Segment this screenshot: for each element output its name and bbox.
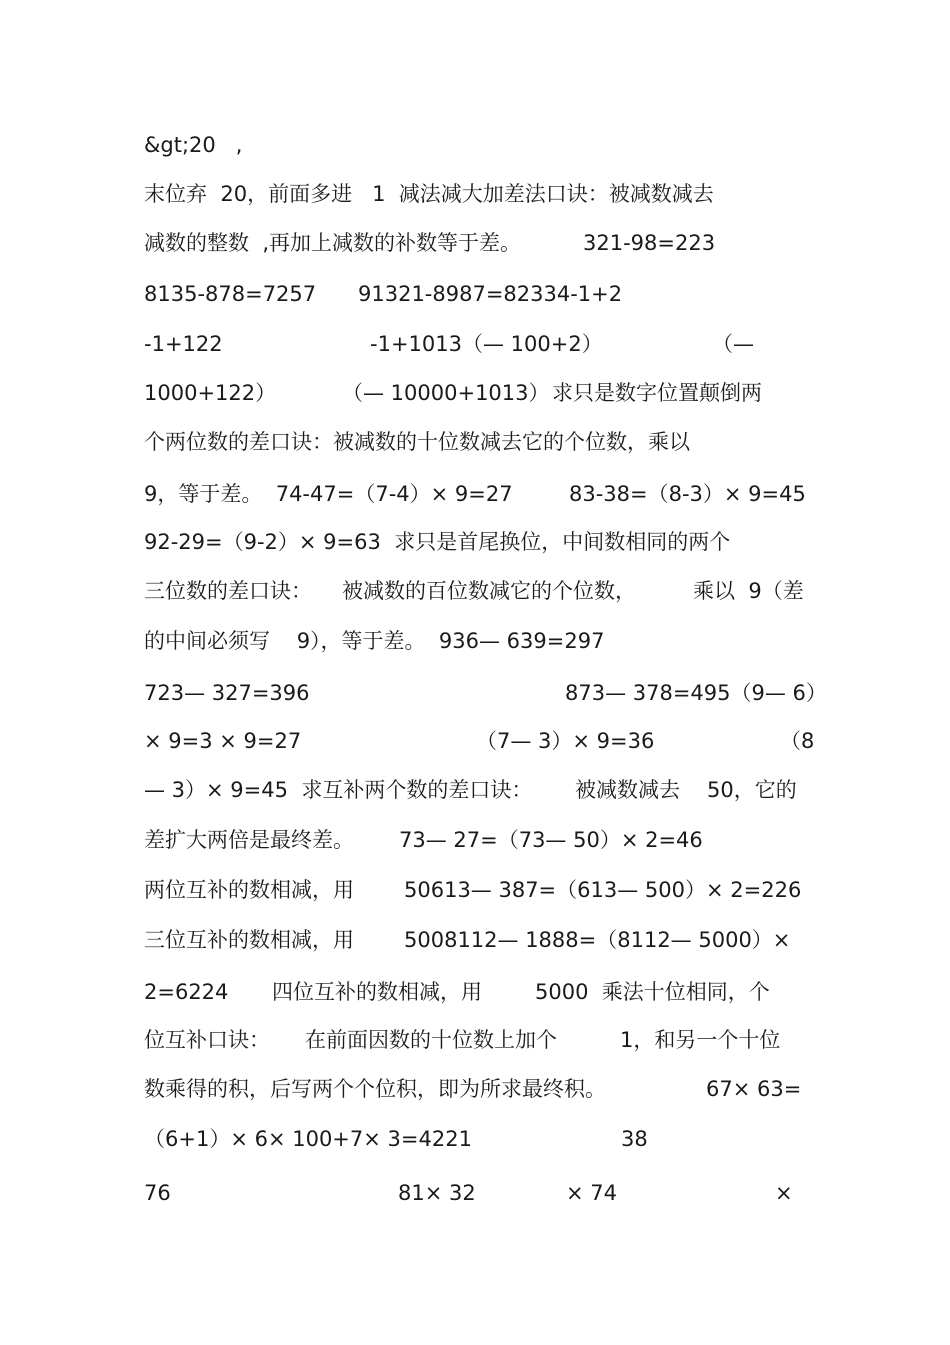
text-line-19 [0,1022,950,1058]
text-segment: （6+1）× 6× 100+7× 3=4221 [144,1127,472,1151]
text-segment: × [775,1181,793,1205]
text-line-8 [0,476,950,512]
text-segment: 被减数的百位数减它的个位数， [342,579,636,603]
text-segment: 数乘得的积，后写两个个位积，即为所求最终积。 [144,1077,606,1101]
text-segment: （— 10000+1013） [342,381,550,405]
text-line-3 [0,225,950,261]
text-segment: 差扩大两倍是最终差。 [144,828,354,852]
text-segment: 9，等于差。 74-47=（7-4）× 9=27 [144,482,513,506]
text-segment: 321-98=223 [583,231,716,255]
text-segment: — 3）× 9=45 求互补两个数的差口诀： [144,778,533,802]
text-segment: 求只是数字位置颠倒两 [552,381,762,405]
text-line-15 [0,822,950,858]
text-line-5 [0,326,950,362]
text-segment: 被减数减去 [575,778,680,802]
text-segment: 873— 378=495（9— 6） [565,681,827,705]
text-segment: 两位互补的数相减，用 [144,878,354,902]
text-line-17 [0,922,950,958]
text-segment: 个两位数的差口诀：被减数的十位数减去它的个位数，乘以 [144,430,690,454]
text-segment: 末位弃 20，前面多进 1 减法减大加差法口诀：被减数减去 [144,182,714,206]
text-line-18 [0,974,950,1010]
text-segment: 在前面因数的十位数上加个 [305,1028,557,1052]
text-segment: 减数的整数 ,再加上减数的补数等于差。 [144,231,522,255]
text-segment: -1+122 [144,332,223,356]
text-line-9 [0,524,950,560]
text-segment: 76 [144,1181,171,1205]
text-segment: 38 [621,1127,648,1151]
text-line-6 [0,375,950,411]
text-line-10 [0,573,950,609]
text-segment: （8 [780,729,815,753]
text-segment: 三位数的差口诀： [144,579,312,603]
text-line-21 [0,1121,950,1157]
text-segment: -1+1013（— 100+2） [370,332,603,356]
text-segment: 5008112— 1888=（8112— 5000）× [404,928,791,952]
text-segment: 四位互补的数相减，用 [272,980,482,1004]
text-line-7 [0,424,950,460]
text-segment: 92-29=（9-2）× 9=63 求只是首尾换位，中间数相同的两个 [144,530,731,554]
text-segment: 乘以 9（差 [693,579,804,603]
text-line-22 [0,1175,950,1211]
text-segment: 50，它的 [707,778,797,802]
text-segment: 2=6224 [144,980,229,1004]
text-segment: 91321-8987=82334-1+2 [358,282,623,306]
text-segment: 三位互补的数相减，用 [144,928,354,952]
text-segment: × 9=3 × 9=27 [144,729,302,753]
text-segment: 67× 63= [706,1077,802,1101]
text-segment: 的中间必须写 9），等于差。 936— 639=297 [144,629,605,653]
text-segment: 1，和另一个十位 [620,1028,781,1052]
text-segment: 50613— 387=（613— 500）× 2=226 [404,878,802,902]
text-line-16 [0,872,950,908]
text-segment: 8135-878=7257 [144,282,317,306]
text-segment: &gt;20 , [144,133,243,157]
text-segment: 5000 乘法十位相同，个 [535,980,770,1004]
text-line-14 [0,772,950,808]
text-segment: 83-38=（8-3）× 9=45 [569,482,806,506]
text-segment: （— [712,332,754,356]
text-segment: 位互补口诀： [144,1028,270,1052]
text-line-12 [0,675,950,711]
text-line-2 [0,176,950,212]
text-line-4 [0,276,950,312]
text-segment: 81× 32 [398,1181,476,1205]
text-line-20 [0,1071,950,1107]
text-segment: （7— 3）× 9=36 [476,729,655,753]
text-line-13 [0,723,950,759]
text-segment: 73— 27=（73— 50）× 2=46 [399,828,703,852]
text-line-1 [0,127,950,163]
text-segment: × 74 [566,1181,617,1205]
text-line-11 [0,623,950,659]
text-segment: 723— 327=396 [144,681,310,705]
text-segment: 1000+122） [144,381,277,405]
